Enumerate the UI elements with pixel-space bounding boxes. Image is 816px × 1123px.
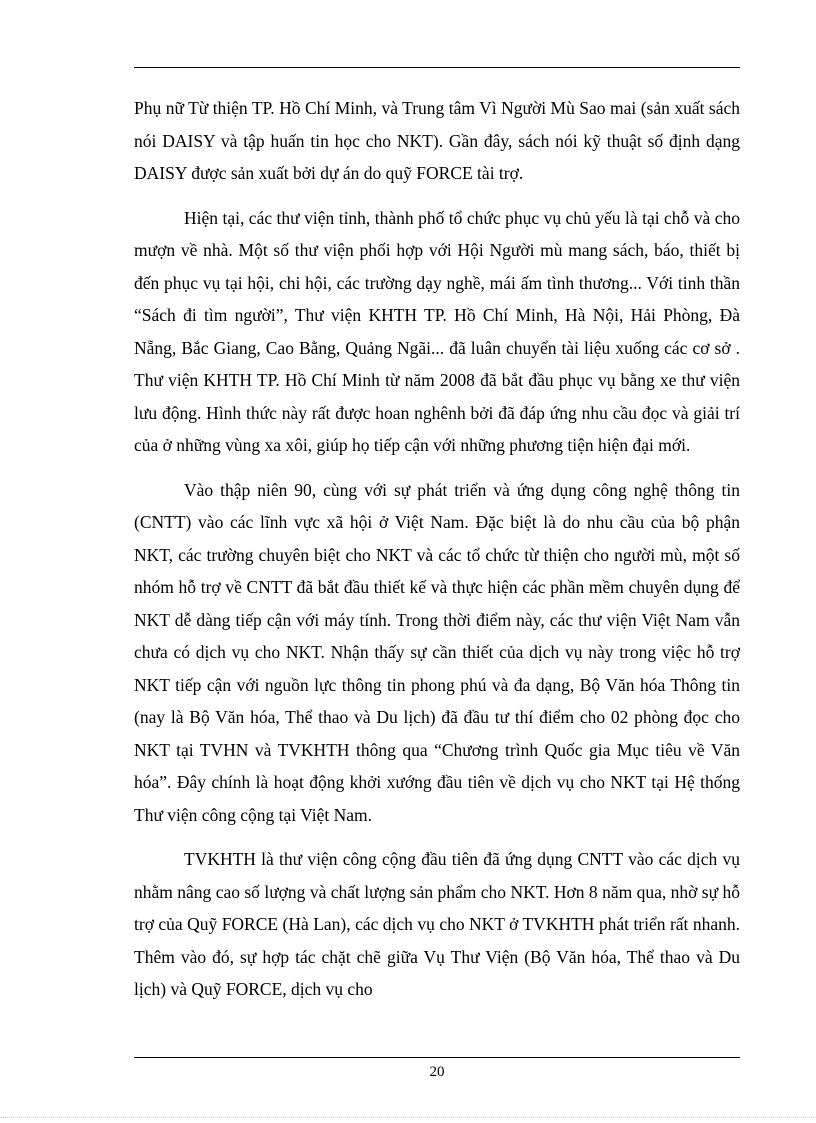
page-body: [134, 92, 740, 1018]
paragraph-it-development: Vào thập niên 90, cùng với sự phát triển và ứng dụng công nghệ thông tin (CNTT) vào các lĩnh vực xã hội ở Việt Nam. Đặc biệt là do nhu cầu của bộ phận NKT, các trường chuyên biệt cho NKT và các tổ chức từ thiện cho người mù, một số nhóm hỗ trợ về CNTT đã bắt đầu thiết kế và thực hiện các phần mềm chuyên dụng để NKT dễ dàng tiếp cận với máy tính. Trong thời điểm này, các thư viện Việt Nam vẫn chưa có dịch vụ cho NKT. Nhận thấy sự cần thiết của dịch vụ này trong việc hỗ trợ NKT tiếp cận với nguồn lực thông tin phong phú và đa dạng, Bộ Văn hóa Thông tin (nay là Bộ Văn hóa, Thể thao và Du lịch) đã đầu tư thí điểm cho 02 phòng đọc cho NKT tại TVHN và TVKHTH thông qua “Chương trình Quốc gia Mục tiêu về Văn hóa”. Đây chính là hoạt động khởi xướng đầu tiên về dịch vụ cho NKT tại Hệ thống Thư viện công cộng tại Việt Nam.: [134, 479, 740, 825]
paragraph-continuation: Phụ nữ Từ thiện TP. Hồ Chí Minh, và Trung tâm Vì Người Mù Sao mai (sản xuất sách nói DAISY và tập huấn tin học cho NKT). Gần đây, sách nói kỹ thuật số định dạng DAISY được sản xuất bởi dự án do quỹ FORCE tài trợ.: [134, 98, 740, 183]
header-rule: [134, 67, 740, 68]
page-edge-divider: [0, 1117, 816, 1118]
paragraph-tvkhth: TVKHTH là thư viện công cộng đầu tiên đã ứng dụng CNTT vào các dịch vụ nhằm nâng cao số lượng và chất lượng sản phẩm cho NKT. Hơn 8 năm qua, nhờ sự hỗ trợ của Quỹ FORCE (Hà Lan), các dịch vụ cho NKT ở TVKHTH phát triển rất nhanh. Thêm vào đó, sự hợp tác chặt chẽ giữa Vụ Thư Viện (Bộ Văn hóa, Thể thao và Du lịch) và Quỹ FORCE, dịch vụ cho: [134, 849, 740, 999]
page-number: 20: [429, 1064, 445, 1080]
footer-rule: [134, 1057, 740, 1058]
paragraph-provincial-libraries: Hiện tại, các thư viện tỉnh, thành phố tổ chức phục vụ chủ yếu là tại chỗ và cho mượn về nhà. Một số thư viện phối hợp với Hội Người mù mang sách, báo, thiết bị đến phục vụ tại hội, chi hội, các trường dạy nghề, mái ấm tình thương... Với tinh thần “Sách đi tìm người”, Thư viện KHTH TP. Hồ Chí Minh, Hà Nội, Hải Phòng, Đà Nẵng, Bắc Giang, Cao Bằng, Quảng Ngãi... đã luân chuyển tài liệu xuống các cơ sở . Thư viện KHTH TP. Hồ Chí Minh từ năm 2008 đã bắt đầu phục vụ bằng xe thư viện lưu động. Hình thức này rất được hoan nghênh bởi đã đáp ứng nhu cầu đọc và giải trí của ở những vùng xa xôi, giúp họ tiếp cận với những phương tiện hiện đại mới.: [134, 207, 740, 455]
